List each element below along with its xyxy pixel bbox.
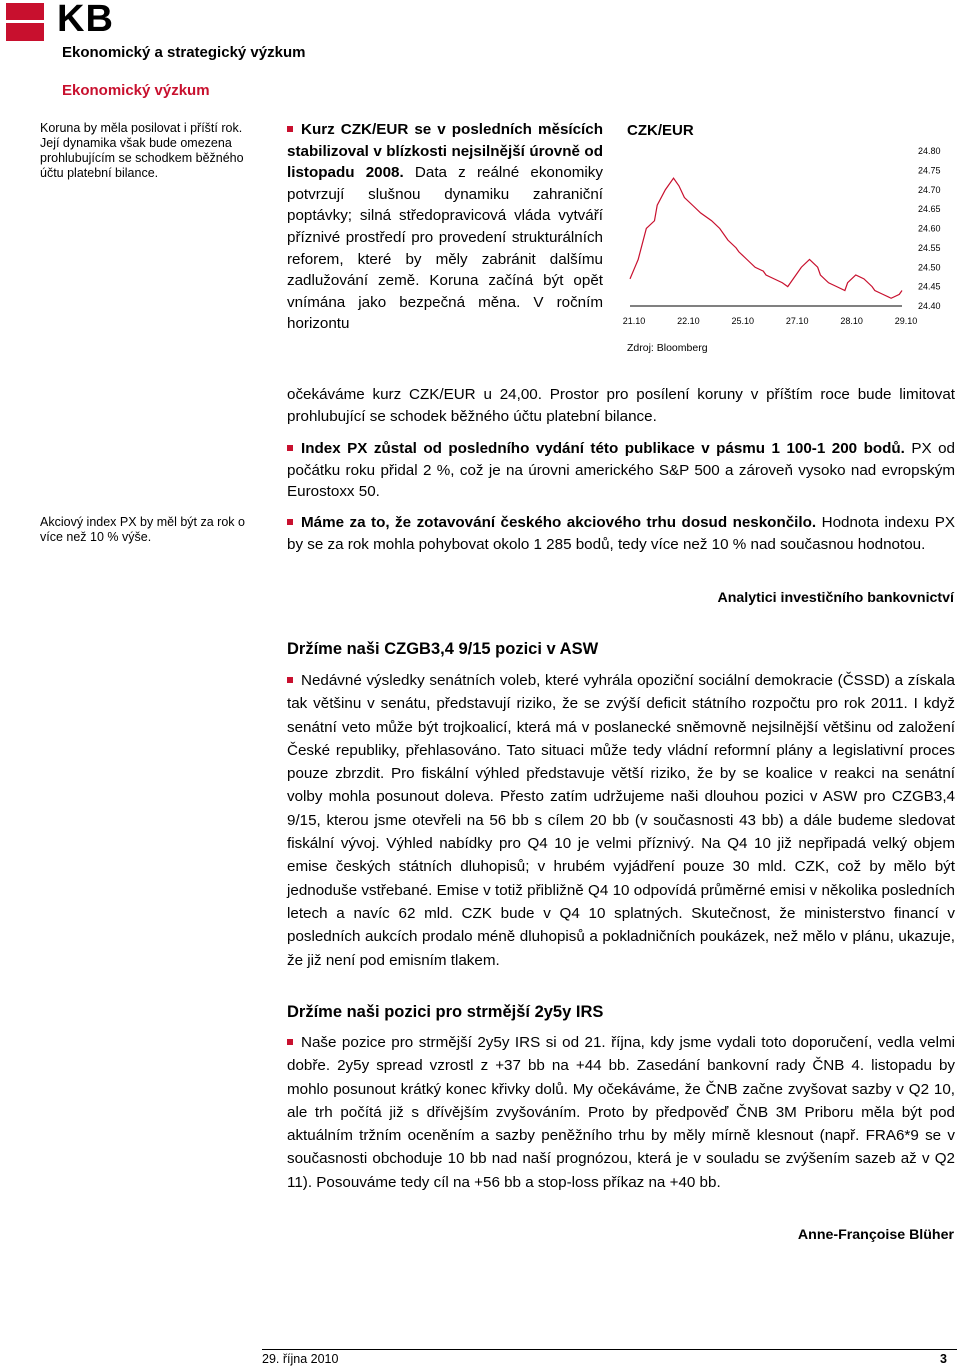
x-tick-label: 27.10 (785, 316, 809, 326)
page-number: 3 (940, 1352, 947, 1366)
paragraph-lead: Máme za to, že zotavování českého akciového trhu dosud neskončilo. (301, 514, 817, 531)
sidebar-note-index: Akciový index PX by měl být za rok o více než 10 % výše. (40, 515, 245, 544)
paragraph-lead: Kurz CZK/EUR se v posledních měsících stabilizoval v blízkosti nejsilnější úrovně od listopadu 2008. (287, 121, 603, 182)
signature-author: Anne-Françoise Blüher (797, 1227, 954, 1243)
y-tick-label: 24.55 (918, 242, 941, 253)
fx-chart (620, 141, 950, 331)
y-tick-label: 24.80 (918, 146, 941, 156)
x-tick-label: 21.10 (622, 316, 646, 326)
signature-analysts: Analytici investičního bankovnictví (717, 590, 954, 606)
chart-title: CZK/EUR (627, 122, 694, 139)
y-tick-label: 24.75 (918, 165, 941, 176)
paragraph-body: Nedávné výsledky senátních voleb, které vyhrála opoziční sociální demokracie (ČSSD) a získala tak většinu v senátu, představují riziko, že se zvýší deficit státního rozpočtu pro rok 2011. I když senátní veto může být trojkoalicí, která má v poslanecké sněmovně nejsilnější většinu od založení České republiky, přehlasováno. Tato situaci může tedy vládní reformní plány a legislativní proces pouze zbrzdit. Pro fiskální výhled představuje větší riziko, že by se koalice v reakci na senátní volby mohla posunout doleva. Přesto zatím udržujeme naši dlouhou pozici v ASW pro CZGB3,4 9/15, kterou jsme otevřeli na 56 bb s cílem 20 bb (v současnosti 43 bb) a dále budeme sledovat fiskální vývoj. Výhled nabídky pro Q4 10 je velmi příznivý. Na Q4 10 již nepřipadá velký objem emise českých státních dluhopisů; v hrubém vyjádření pouze 30 mld. CZK, což by mělo být jednoduše vstřebané. Emise v totiž přibližně Q4 10 odpovídá průměrné emisi v několika posledních letech a navíc 62 mld. CZK bude v Q4 10 splatných. Skutečnost, že ministerstvo financí v posledních aukcích prodalo méně dluhopisů a pokladničních poukázek, než mělo v plánu, ukazuje, že již není pod emisním tlakem. (287, 672, 955, 969)
bullet-square-icon (287, 677, 293, 683)
y-tick-label: 24.50 (918, 262, 941, 273)
heading-czgb-position: Držíme naši CZGB3,4 9/15 pozici v ASW (287, 640, 599, 658)
y-tick-label: 24.60 (918, 223, 941, 234)
paragraph-body: Naše pozice pro strmější 2y5y IRS si od 21. října, kdy jsme vydali toto doporučení, vedla velmi dobře. 2y5y spread vzrostl z +37 bb na +44 bb. Zasedání bankovní rady ČNB 4. listopadu by mohlo posunout krátký konec křivky dolů. My očekáváme, že ČNB začne zvyšovat sazby v Q2 10, ale trh počítá již s dřívějším zvyšováním. Proto by předpověď ČNB 3M Priboru měla být pod aktuálním tržním oceněním a sazby peněžního trhu by měly mírně klesnout (např. FRA6*9 se v současnosti obchoduje 10 bb nad naší prognózou, která je v souladu se zvýšením sazeb až v Q2 11). Posouváme tedy cíl na +56 bb a stop-loss příkaz na +40 bb. (287, 1034, 955, 1191)
series-line (630, 178, 902, 298)
paragraph-lead: Index PX zůstal od posledního vydání této publikace v pásmu 1 100-1 200 bodů. (301, 440, 905, 457)
subsection-header: Ekonomický výzkum (62, 82, 210, 99)
logo-mark (6, 3, 44, 41)
paragraph-currency (287, 119, 603, 335)
bullet-square-icon (287, 519, 293, 525)
footer-date: 29. října 2010 (262, 1352, 339, 1366)
logo-text: KB (57, 0, 114, 40)
x-tick-label: 22.10 (677, 316, 700, 326)
chart-source: Zdroj: Bloomberg (627, 342, 708, 354)
paragraph-px-index (287, 438, 955, 503)
x-tick-label: 29.10 (894, 316, 918, 326)
section-header: Ekonomický a strategický výzkum (62, 44, 306, 61)
y-tick-label: 24.45 (918, 281, 941, 292)
y-tick-label: 24.70 (918, 184, 941, 195)
bullet-square-icon (287, 126, 293, 132)
x-tick-label: 25.10 (731, 316, 755, 326)
bullet-square-icon (287, 1039, 293, 1045)
x-tick-label: 28.10 (840, 316, 863, 326)
y-tick-label: 24.65 (918, 204, 941, 215)
paragraph-body: Hodnota indexu PX by se za rok mohla pohybovat okolo 1 285 bodů, tedy více než 10 % nad současnou hodnotou. (287, 514, 955, 553)
heading-irs-position: Držíme naši pozici pro strmější 2y5y IRS (287, 1003, 604, 1021)
y-tick-label: 24.40 (918, 301, 941, 311)
paragraph-body: Data z reálné ekonomiky potvrzují slušnou dynamiku zahraniční poptávky; silná středopravicová vláda vytváří příznivé prostředí pro provedení strukturálních reforem, které by měly zabránit dalšímu zadlužování země. Koruna začíná být opět vnímána jako bezpečná měna. V ročním horizontu (287, 164, 603, 333)
paragraph-stock-recovery (287, 512, 955, 555)
bullet-square-icon (287, 445, 293, 451)
paragraph-czgb (287, 669, 955, 972)
paragraph-currency-tail: očekáváme kurz CZK/EUR u 24,00. Prostor pro posílení koruny v příštím roce bude limitovat prohlubující se schodek běžného účtu platební bilance. (287, 386, 955, 425)
footer-divider (262, 1349, 957, 1350)
sidebar-note-currency: Koruna by měla posilovat i příští rok. Její dynamika však bude omezena prohlubujícím se schodkem běžného účtu platební bilance. (40, 121, 244, 180)
paragraph-irs (287, 1031, 955, 1194)
kb-logo (6, 0, 141, 45)
paragraph-body: PX od počátku roku přidal 2 %, což je na úrovni amerického S&P 500 a zároveň vysoko nad evropským Eurostoxx 50. (287, 440, 955, 501)
